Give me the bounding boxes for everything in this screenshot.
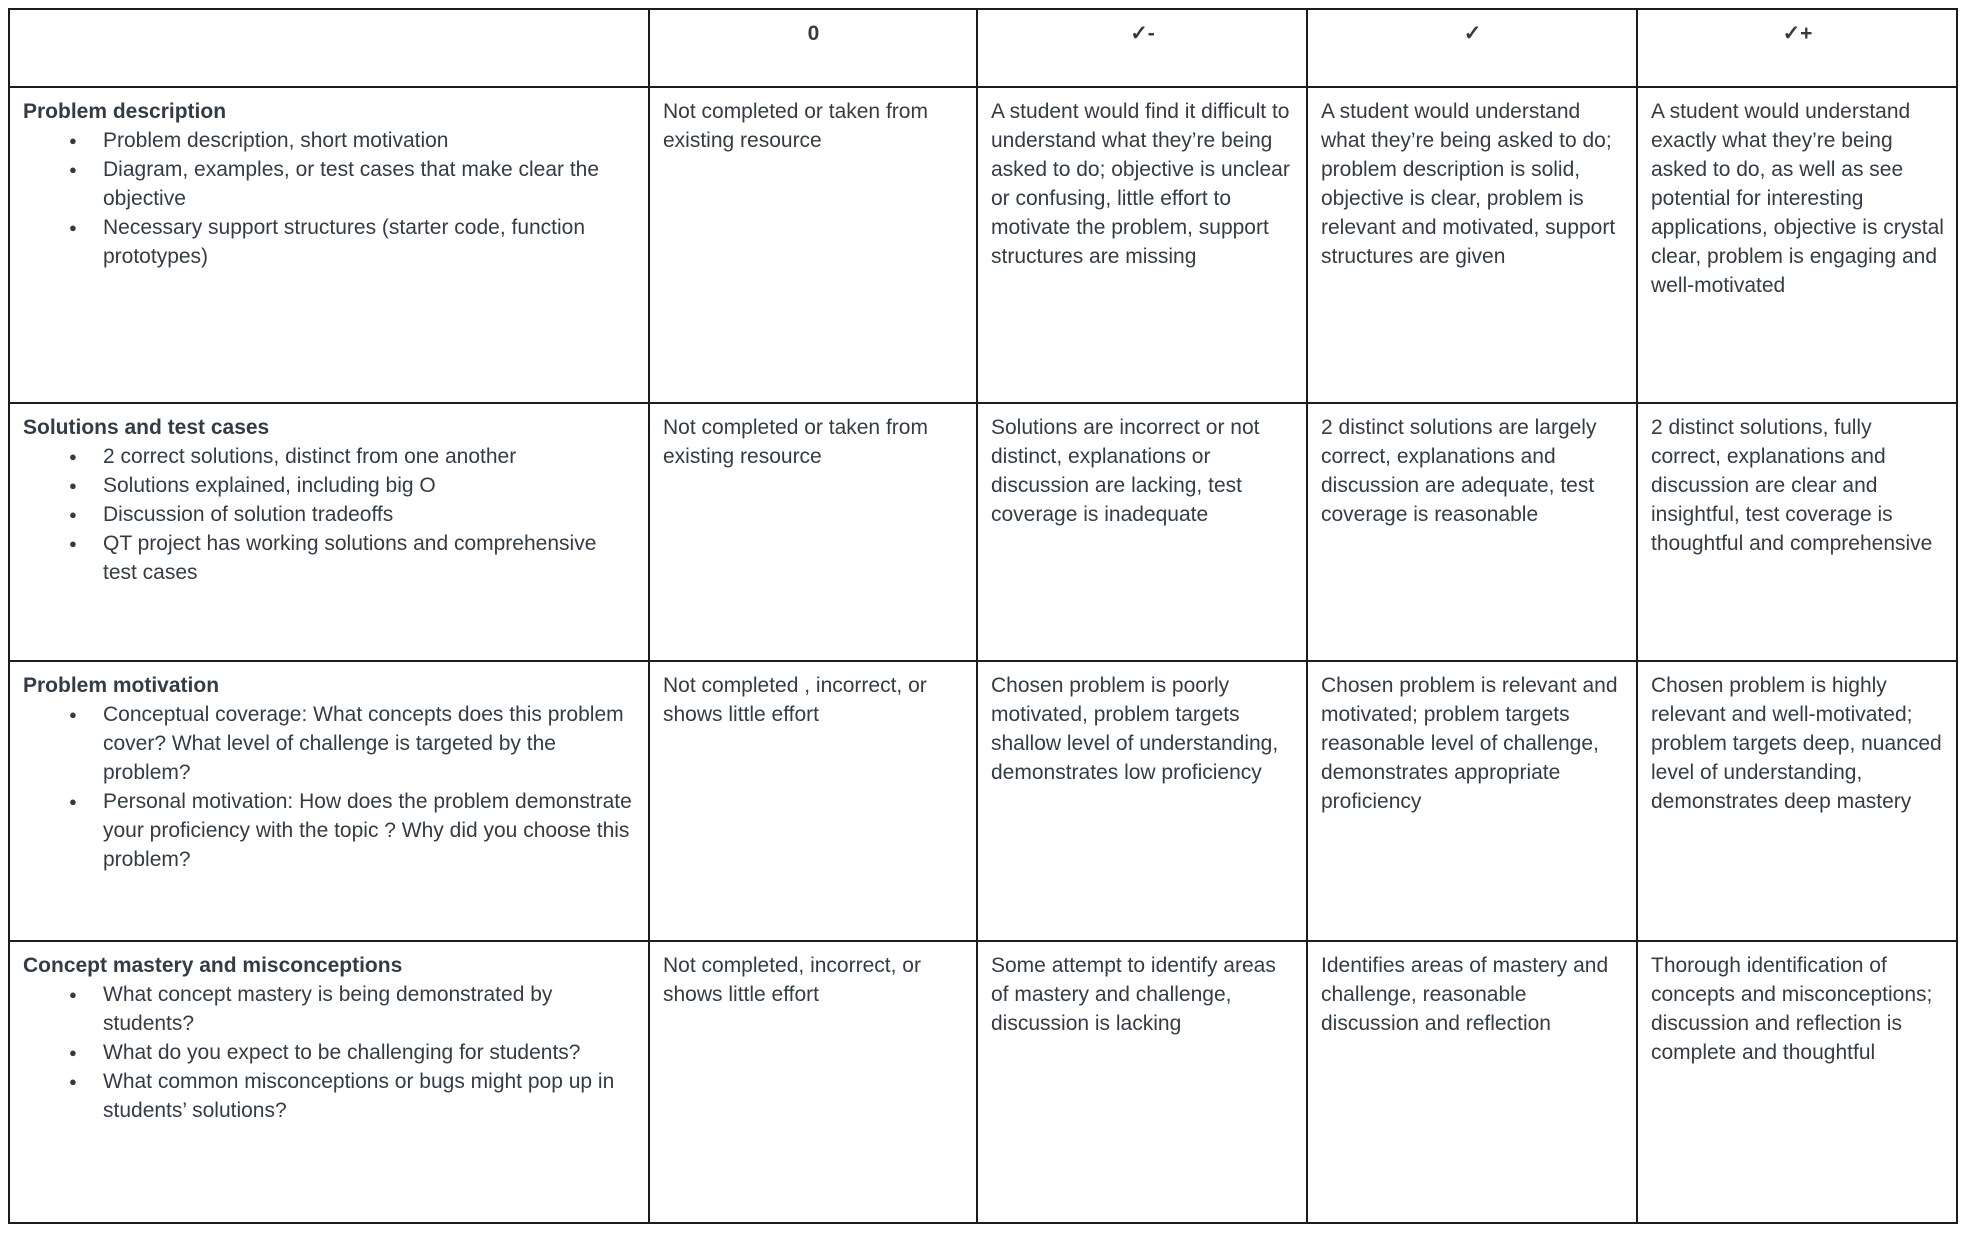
- criterion-bullet-list: [23, 442, 636, 587]
- cell-problem-description-check-minus: A student would find it difficult to understand what they’re being asked to do; objective is unclear or confusing, little effort to motivate the problem, support structures are missing: [977, 87, 1307, 403]
- criterion-concept-mastery: [9, 941, 649, 1223]
- cell-solutions-check-minus: Solutions are incorrect or not distinct, explanations or discussion are lacking, test coverage is inadequate: [977, 403, 1307, 661]
- bullet-item: ● Diagram, examples, or test cases that make clear the objective: [23, 155, 636, 213]
- cell-motivation-0: Not completed , incorrect, or shows little effort: [649, 661, 977, 941]
- header-level-check-minus: ✓-: [977, 9, 1307, 87]
- bullet-item: ● QT project has working solutions and comprehensive test cases: [23, 529, 636, 587]
- bullet-item: ● What do you expect to be challenging for students?: [23, 1038, 636, 1067]
- header-level-0: 0: [649, 9, 977, 87]
- cell-mastery-check: Identifies areas of mastery and challenge, reasonable discussion and reflection: [1307, 941, 1637, 1223]
- bullet-item: ● Solutions explained, including big O: [23, 471, 636, 500]
- bullet-item: ● What common misconceptions or bugs might pop up in students’ solutions?: [23, 1067, 636, 1125]
- criterion-bullet-list: [23, 980, 636, 1125]
- cell-solutions-check: 2 distinct solutions are largely correct, explanations and discussion are adequate, test coverage is reasonable: [1307, 403, 1637, 661]
- criterion-bullet-list: [23, 700, 636, 874]
- criterion-solutions-test-cases: [9, 403, 649, 661]
- bullet-item: ● Personal motivation: How does the problem demonstrate your proficiency with the topic ? Why did you choose this problem?: [23, 787, 636, 874]
- criterion-title: Problem description: [23, 100, 227, 123]
- cell-solutions-0: Not completed or taken from existing resource: [649, 403, 977, 661]
- bullet-item: ● Problem description, short motivation: [23, 126, 636, 155]
- criterion-title: Concept mastery and misconceptions: [23, 954, 403, 977]
- bullet-item: ● Discussion of solution tradeoffs: [23, 500, 636, 529]
- bullet-item: ● Conceptual coverage: What concepts does this problem cover? What level of challenge is targeted by the problem?: [23, 700, 636, 787]
- cell-mastery-check-minus: Some attempt to identify areas of mastery and challenge, discussion is lacking: [977, 941, 1307, 1223]
- cell-motivation-check-plus: Chosen problem is highly relevant and well-motivated; problem targets deep, nuanced level of understanding, demonstrates deep mastery: [1637, 661, 1957, 941]
- cell-motivation-check-minus: Chosen problem is poorly motivated, problem targets shallow level of understanding, demonstrates low proficiency: [977, 661, 1307, 941]
- criterion-title: Problem motivation: [23, 674, 220, 697]
- bullet-item: ● Necessary support structures (starter code, function prototypes): [23, 213, 636, 271]
- cell-problem-description-check-plus: A student would understand exactly what they’re being asked to do, as well as see potential for interesting applications, objective is crystal clear, problem is engaging and well-motivated: [1637, 87, 1957, 403]
- cell-problem-description-check: A student would understand what they’re being asked to do; problem description is solid, objective is clear, problem is relevant and motivated, support structures are given: [1307, 87, 1637, 403]
- header-level-check-plus: ✓+: [1637, 9, 1957, 87]
- bullet-item: ● What concept mastery is being demonstrated by students?: [23, 980, 636, 1038]
- header-empty-cell: [9, 9, 649, 87]
- rubric-table: [8, 8, 1958, 1224]
- cell-motivation-check: Chosen problem is relevant and motivated; problem targets reasonable level of challenge, demonstrates appropriate proficiency: [1307, 661, 1637, 941]
- cell-problem-description-0: Not completed or taken from existing resource: [649, 87, 977, 403]
- bullet-item: ● 2 correct solutions, distinct from one another: [23, 442, 636, 471]
- criterion-title: Solutions and test cases: [23, 416, 270, 439]
- cell-mastery-0: Not completed, incorrect, or shows little effort: [649, 941, 977, 1223]
- cell-solutions-check-plus: 2 distinct solutions, fully correct, explanations and discussion are clear and insightful, test coverage is thoughtful and comprehensive: [1637, 403, 1957, 661]
- criterion-problem-motivation: [9, 661, 649, 941]
- criterion-problem-description: [9, 87, 649, 403]
- header-level-check: ✓: [1307, 9, 1637, 87]
- criterion-bullet-list: [23, 126, 636, 271]
- cell-mastery-check-plus: Thorough identification of concepts and misconceptions; discussion and reflection is complete and thoughtful: [1637, 941, 1957, 1223]
